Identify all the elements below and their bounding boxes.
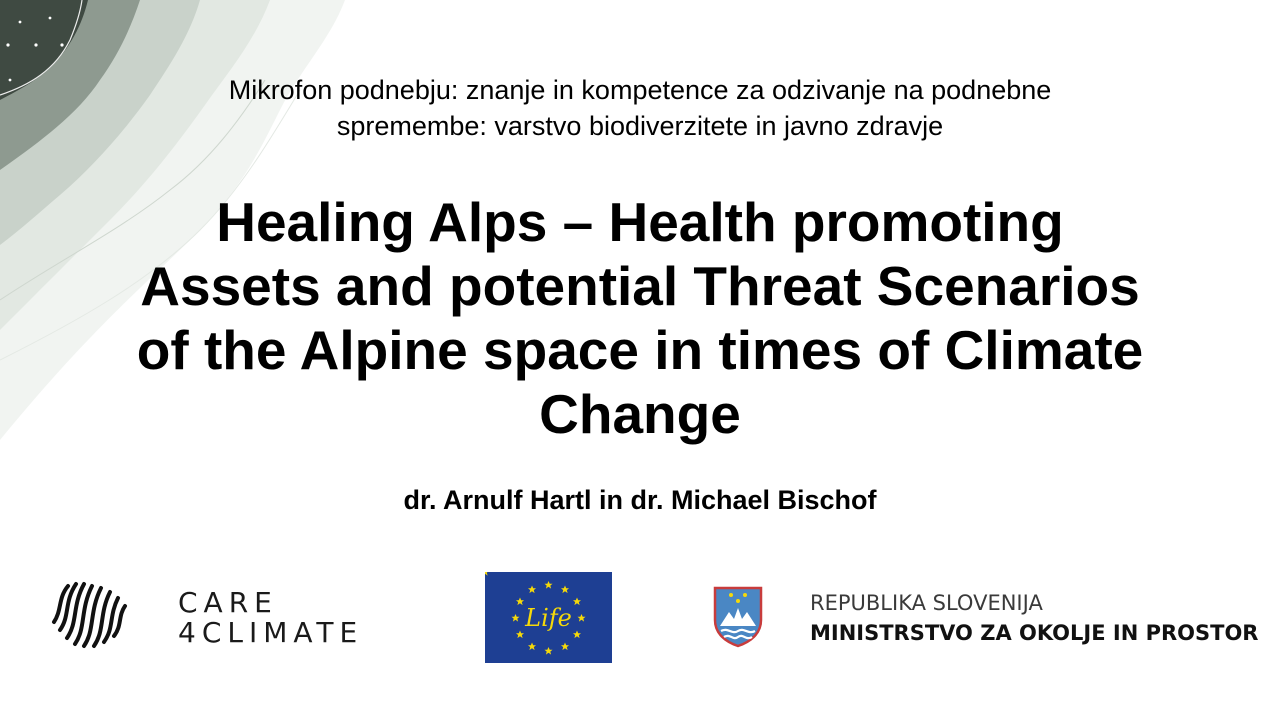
life-text: Life <box>525 604 572 632</box>
ministry-name: MINISTRSTVO ZA OKOLJE IN PROSTOR <box>810 621 1259 645</box>
eu-life-logo <box>485 572 612 663</box>
care4climate-line-1: CARE <box>178 586 278 619</box>
care4climate-line-2: 4CLIMATE <box>178 616 364 649</box>
authors: dr. Arnulf Hartl in dr. Michael Bischof <box>403 485 877 515</box>
title-line-1: Healing Alps – Health promoting <box>216 191 1064 253</box>
subtitle-line-2: spremembe: varstvo biodiverzitete in javno zdravje <box>336 111 944 141</box>
title-line-3: of the Alpine space in times of Climate <box>136 319 1144 381</box>
event-subtitle <box>0 72 1280 144</box>
presentation-title <box>0 190 1280 446</box>
care4climate-logo-mark <box>48 570 148 650</box>
title-line-4: Change <box>539 383 741 445</box>
ministry-country: REPUBLIKA SLOVENIJA <box>810 591 1043 615</box>
slovenia-coat-of-arms-icon <box>712 586 764 648</box>
subtitle-line-1: Mikrofon podnebju: znanje in kompetence za odzivanje na podnebne <box>228 75 1052 105</box>
care4climate-logo-text <box>178 588 363 648</box>
title-line-2: Assets and potential Threat Scenarios <box>140 255 1140 317</box>
